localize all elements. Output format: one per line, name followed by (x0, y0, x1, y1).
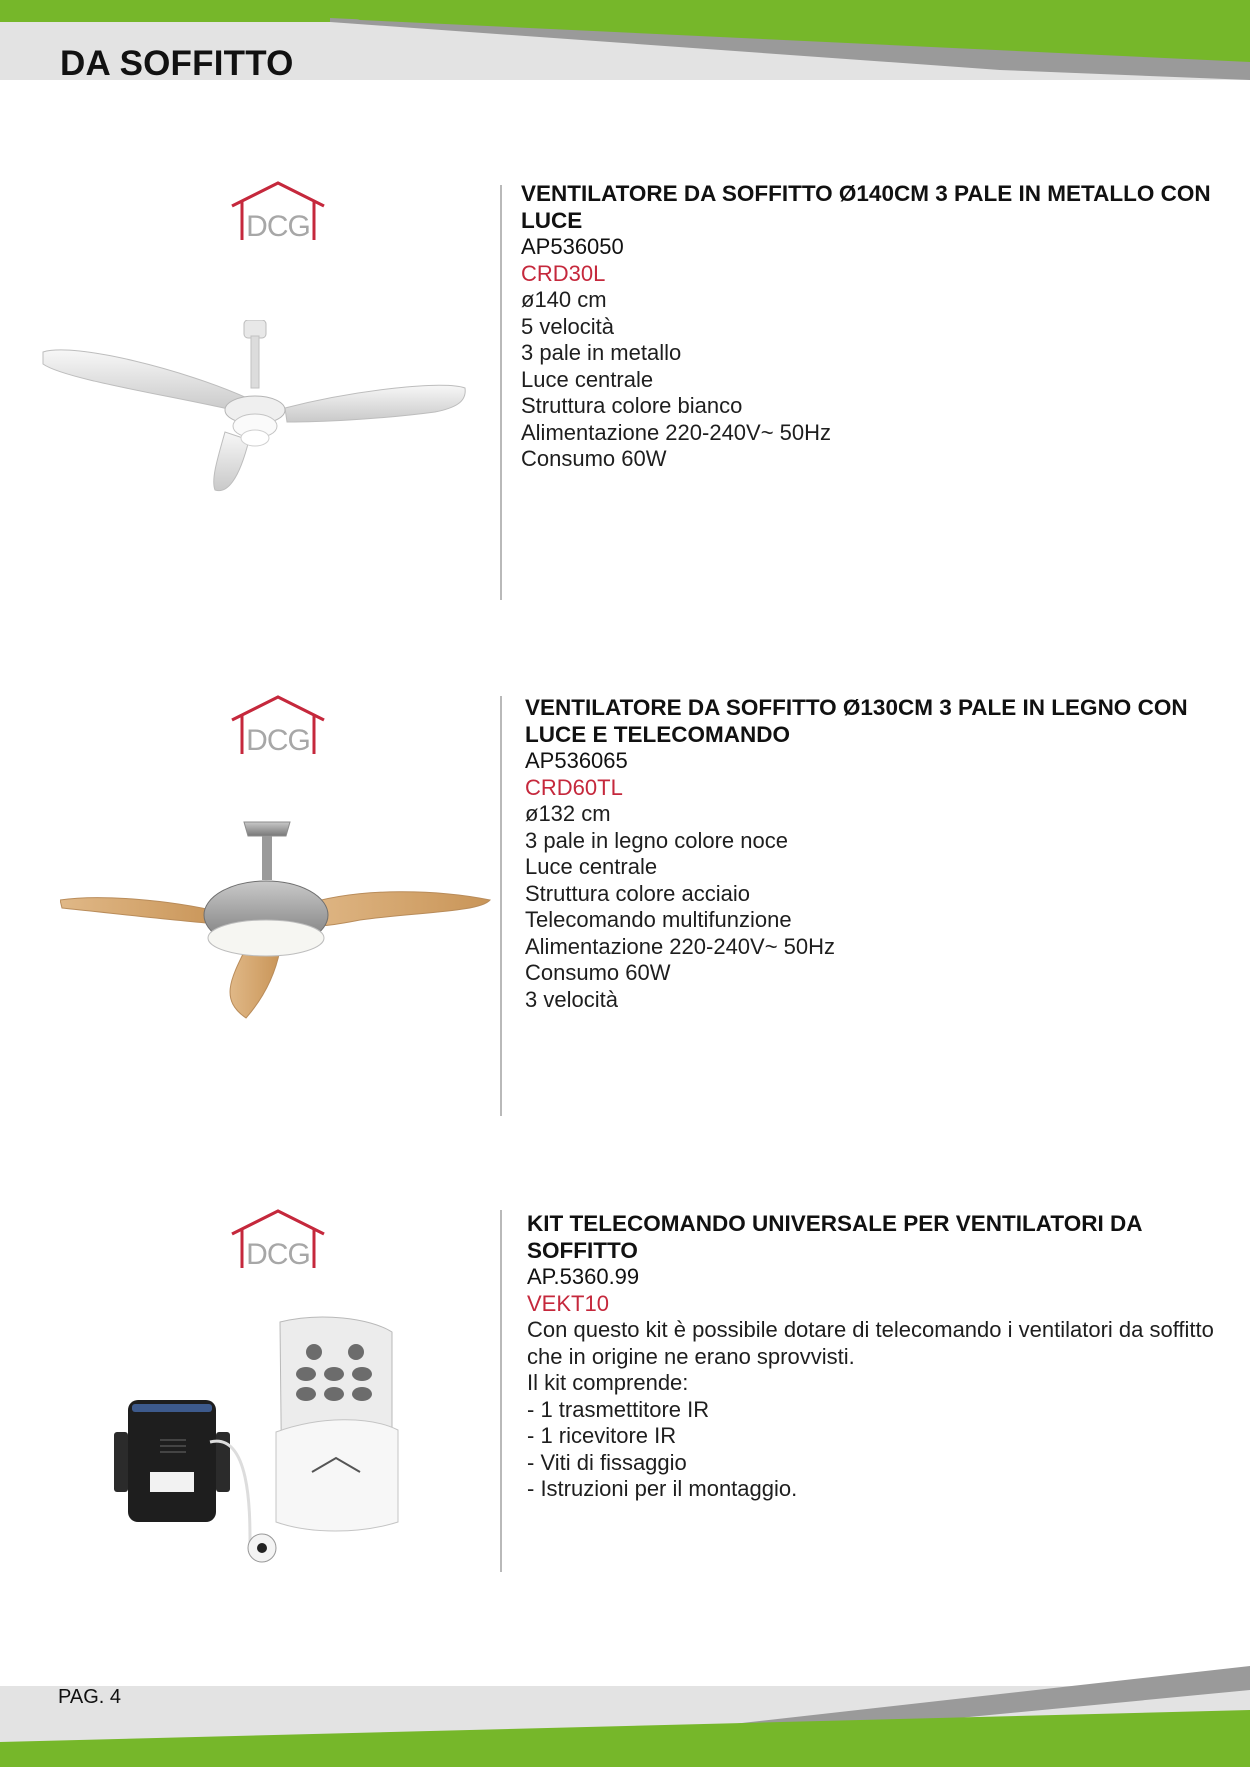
spec-item: - 1 ricevitore IR (527, 1423, 677, 1448)
product-code: AP536065 (525, 748, 628, 773)
product-info (521, 180, 1220, 473)
product-title: VENTILATORE DA SOFFITTO Ø130CM 3 PALE IN LEGNO CON LUCE E TELECOMANDO (525, 695, 1188, 747)
spec-list (521, 287, 1220, 473)
spec-item: ø132 cm (525, 801, 611, 826)
product-card (0, 150, 1250, 610)
spec-item: Struttura colore bianco (521, 393, 743, 418)
spec-item: - Viti di fissaggio (527, 1449, 687, 1475)
white-ceiling-fan-image (35, 320, 475, 500)
product-code: AP.5360.99 (527, 1264, 640, 1289)
spec-item: 3 pale in metallo (521, 340, 682, 365)
product-card (0, 666, 1250, 1126)
page-number: PAG. 4 (58, 1686, 121, 1708)
product-model: CRD60TL (525, 774, 623, 800)
wooden-ceiling-fan-image (60, 820, 500, 1020)
column-divider (500, 1210, 502, 1572)
product-card (0, 1182, 1250, 1582)
spec-item: Alimentazione 220-240V~ 50Hz (521, 419, 832, 445)
spec-item: Telecomando multifunzione (525, 907, 792, 932)
dcg-logo (228, 180, 328, 246)
svg-text:DCG: DCG (246, 210, 310, 243)
product-model: CRD30L (521, 260, 606, 286)
remote-control-kit-image (100, 1312, 420, 1572)
footer-band (0, 1650, 1250, 1767)
product-model: VEKT10 (527, 1290, 609, 1316)
product-description: Con questo kit è possibile dotare di telecomando i ventilatori da soffitto che in origine ne erano sprovvisti. (527, 1317, 1214, 1369)
spec-item: Consumo 60W (525, 960, 671, 985)
spec-item: 3 velocità (525, 986, 618, 1012)
column-divider (500, 185, 502, 600)
product-code: AP536050 (521, 234, 624, 259)
spec-item: - 1 trasmettitore IR (527, 1396, 710, 1422)
kit-contents-intro: Il kit comprende: (527, 1370, 689, 1395)
spec-item: Consumo 60W (521, 446, 667, 471)
spec-list (527, 1397, 1220, 1503)
svg-text:DCG: DCG (246, 1238, 310, 1271)
spec-item: Alimentazione 220-240V~ 50Hz (525, 933, 836, 959)
product-info (525, 694, 1220, 1013)
spec-item: 3 pale in legno colore noce (525, 827, 788, 853)
spec-item: Luce centrale (521, 366, 654, 392)
footer-band-graphic (0, 1650, 1250, 1767)
dcg-logo (228, 1208, 328, 1274)
svg-text:DCG: DCG (246, 724, 310, 757)
spec-item: 5 velocità (521, 313, 614, 339)
spec-item: Struttura colore acciaio (525, 880, 750, 906)
product-title: KIT TELECOMANDO UNIVERSALE PER VENTILATORI DA SOFFITTO (527, 1211, 1142, 1263)
spec-item: Luce centrale (525, 854, 658, 879)
spec-item: ø140 cm (521, 287, 607, 312)
spec-item: - Istruzioni per il montaggio. (527, 1476, 798, 1501)
spec-list (525, 801, 1220, 1013)
product-info (527, 1210, 1220, 1503)
dcg-logo (228, 694, 328, 760)
product-title: VENTILATORE DA SOFFITTO Ø140CM 3 PALE IN METALLO CON LUCE (521, 181, 1211, 233)
page-title: DA SOFFITTO (60, 44, 294, 83)
column-divider (500, 696, 502, 1116)
